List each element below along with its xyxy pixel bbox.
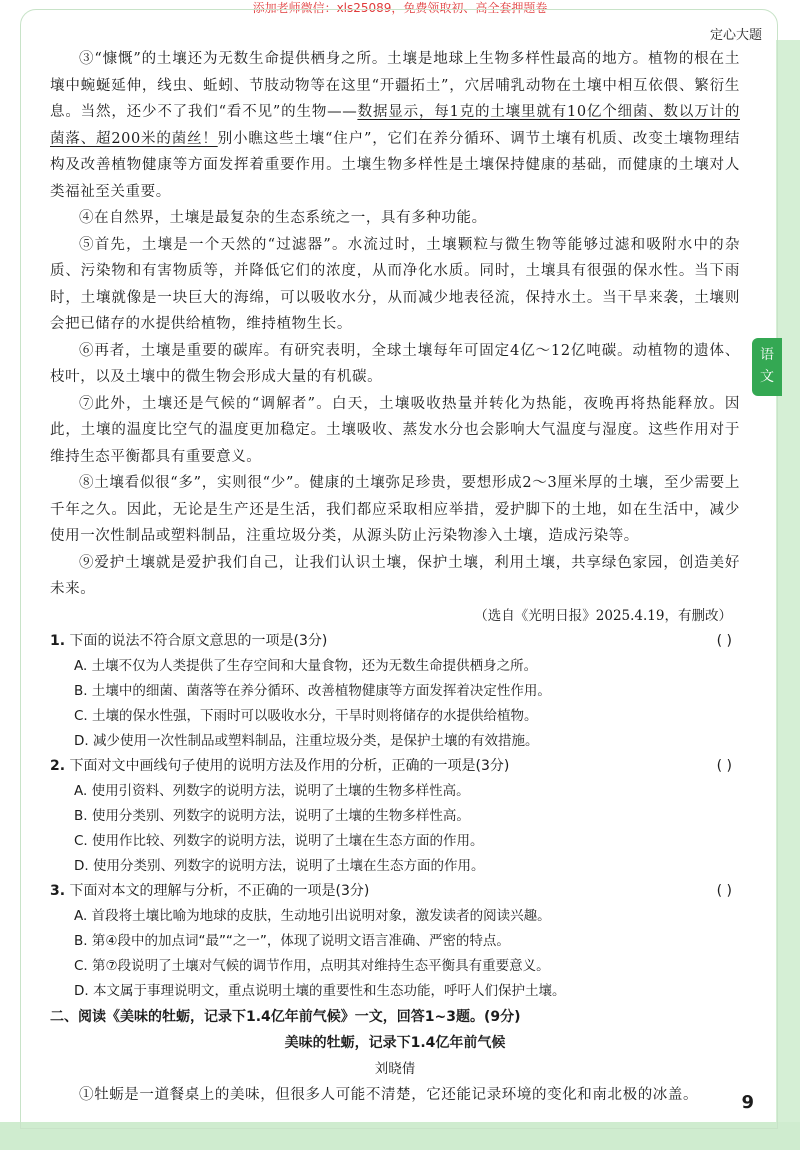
option-b: B. 第④段中的加点词“最”“之一”，体现了说明文语言准确、严密的特点。 <box>74 932 510 949</box>
paragraph-4: ④在自然界，土壤是最复杂的生态系统之一，具有多种功能。 <box>79 210 487 226</box>
option-b: B. 土壤中的细菌、菌落等在养分循环、改善植物健康等方面发挥着决定性作用。 <box>74 682 551 699</box>
option-c: C. 使用作比较、列数字的说明方法，说明了土壤在生态方面的作用。 <box>74 832 484 849</box>
question-3 <box>50 879 740 1004</box>
source-citation: （选自《光明日报》2025.4.19，有删改） <box>474 607 732 624</box>
option-a: A. 首段将土壤比喻为地球的皮肤，生动地引出说明对象，激发读者的阅读兴趣。 <box>74 907 551 924</box>
answer-blank[interactable]: ( ) <box>716 757 732 774</box>
paragraph-9: ⑨爱护土壤就是爱护我们自己，让我们认识土壤，保护土壤，利用土壤，共享绿色家园，创造美好未来。 <box>50 554 740 597</box>
section-heading: 二、阅读《美味的牡蛎，记录下1.4亿年前气候》一文，回答1~3题。(9分) <box>50 1008 521 1025</box>
page-edge-band <box>776 40 800 1140</box>
question-number: 3. <box>50 882 66 899</box>
page-content <box>50 46 740 1108</box>
paragraph-3: ③“慷慨”的土壤还为无数生命提供栖身之所。土壤是地球上生物多样性最高的地方。植物的根在土壤中蜿蜒延伸，线虫、蚯蚓、节肢动物等在这里“开疆拓土”，穴居哺乳动物在土壤中相互依偎、繁衍生息。当然，还少不了我们“看不见”的生物——数据显示，每1克的土壤里就有10亿个细菌、数以万计的菌落、超200米的菌丝！别小瞧这些土壤“住户”，它们在养分循环、调节土壤有机质、改变土壤物理结构及改善植物健康等方面发挥着重要作用。土壤生物多样性是土壤保持健康的基础，而健康的土壤对人类福祉至关重要。 <box>50 51 740 200</box>
question-stem: 下面对本文的理解与分析，不正确的一项是(3分) <box>69 882 370 899</box>
option-c: C. 第⑦段说明了土壤对气候的调节作用，点明其对维持生态平衡具有重要意义。 <box>74 957 550 974</box>
question-stem: 下面的说法不符合原文意思的一项是(3分) <box>69 632 328 649</box>
option-a: A. 使用引资料、列数字的说明方法，说明了土壤的生物多样性高。 <box>74 782 470 799</box>
article-paragraph-1: ①牡蛎是一道餐桌上的美味，但很多人可能不清楚，它还能记录环境的变化和南北极的冰盖。 <box>79 1086 699 1103</box>
subject-tab-char-1: 语 <box>760 347 774 363</box>
answer-blank[interactable]: ( ) <box>716 632 732 649</box>
question-stem: 下面对文中画线句子使用的说明方法及作用的分析，正确的一项是(3分) <box>69 757 510 774</box>
question-number: 2. <box>50 757 66 774</box>
option-d: D. 减少使用一次性制品或塑料制品，注重垃圾分类，是保护土壤的有效措施。 <box>74 732 539 749</box>
paragraph-6: ⑥再者，土壤是重要的碳库。有研究表明，全球土壤每年可固定4亿～12亿吨碳。动植物的遗体、枝叶，以及土壤中的微生物会形成大量的有机碳。 <box>50 342 740 385</box>
underlined-sentence: 数据显示，每1克的土壤里就有10亿个细菌、数以万计的菌落、超200米的菌丝！ <box>50 104 740 147</box>
watermark: 添加老师微信：xls25089，免费领取初、高全套押题卷 <box>252 1 548 15</box>
option-d: D. 本文属于事理说明文，重点说明土壤的重要性和生态功能，呼吁人们保护土壤。 <box>74 982 566 999</box>
option-c: C. 土壤的保水性强，下雨时可以吸收水分，干旱时则将储存的水提供给植物。 <box>74 707 538 724</box>
article-author: 刘晓倩 <box>374 1060 416 1077</box>
question-1 <box>50 629 740 754</box>
subject-tab <box>752 338 782 396</box>
paragraph-8: ⑧土壤看似很“多”，实则很“少”。健康的土壤弥足珍贵，要想形成2～3厘米厚的土壤，至少需要上千年之久。因此，无论是生产还是生活，我们都应采取相应举措，爱护脚下的土地，如在生活中，减少使用一次性制品或塑料制品，注重垃圾分类，从源头防止污染物渗入土壤，造成污染等。 <box>50 475 740 544</box>
paragraph-7: ⑦此外，土壤还是气候的“调解者”。白天，土壤吸收热量并转化为热能，夜晚再将热能释放。因此，土壤的温度比空气的温度更加稳定。土壤吸收、蒸发水分也会影响大气温度与湿度。这些作用对于维持生态平衡都具有重要意义。 <box>50 395 740 465</box>
question-number: 1. <box>50 632 66 649</box>
page-number: 9 <box>741 1092 754 1113</box>
subject-tab-char-2: 文 <box>760 369 774 385</box>
header-label: 定心大题 <box>709 28 762 43</box>
answer-blank[interactable]: ( ) <box>716 882 732 899</box>
option-b: B. 使用分类别、列数字的说明方法，说明了土壤的生物多样性高。 <box>74 807 470 824</box>
option-a: A. 土壤不仅为人类提供了生存空间和大量食物，还为无数生命提供栖身之所。 <box>74 657 538 674</box>
paragraph-5: ⑤首先，土壤是一个天然的“过滤器”。水流过时，土壤颗粒与微生物等能够过滤和吸附水中的杂质、污染物和有害物质等，并降低它们的浓度，从而净化水质。同时，土壤具有很强的保水性。当下雨时，土壤就像是一块巨大的海绵，可以吸收水分，从而减少地表径流，保持水土。当干旱来袭，土壤则会把已储存的水提供给植物，维持植物生长。 <box>50 236 740 332</box>
article-title: 美味的牡蛎，记录下1.4亿年前气候 <box>284 1034 506 1051</box>
question-2 <box>50 754 740 879</box>
option-d: D. 使用分类别、列数字的说明方法，说明了土壤在生态方面的作用。 <box>74 857 485 874</box>
